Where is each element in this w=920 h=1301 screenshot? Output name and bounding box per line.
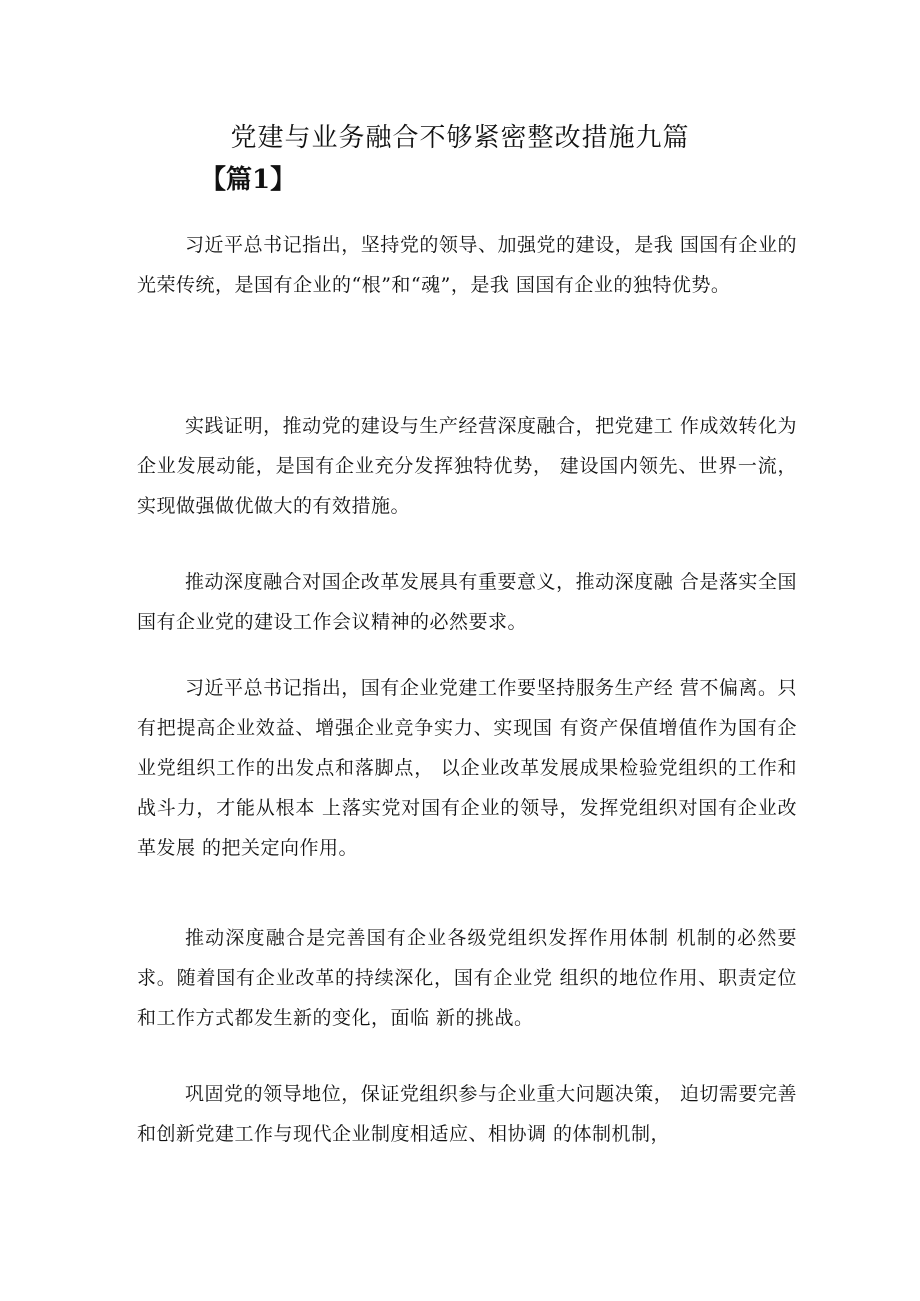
body-paragraph: 实践证明，推动党的建设与生产经营深度融合，把党建工 作成效转化为企业发展动能，是国有企业充分发挥独特优势， 建设国内领先、世界一流，实现做强做优做大的有效措施。 <box>137 415 797 517</box>
body-paragraph: 推动深度融合是完善国有企业各级党组织发挥作用体制 机制的必然要求。随着国有企业改革的持续深化，国有企业党 组织的地位作用、职责定位和工作方式都发生新的变化，面临 新的挑战。 <box>137 927 797 1029</box>
body-paragraph: 习近平总书记指出，坚持党的领导、加强党的建设，是我 国国有企业的光荣传统，是国有企业的“根”和“魂”，是我 国国有企业的独特优势。 <box>137 234 797 296</box>
body-paragraph: 推动深度融合对国企改革发展具有重要意义，推动深度融 合是落实全国国有企业党的建设工作会议精神的必然要求。 <box>137 571 797 633</box>
document-title: 党建与业务融合不够紧密整改措施九篇 <box>230 123 690 153</box>
body-paragraph: 习近平总书记指出，国有企业党建工作要坚持服务生产经 营不偏离。只有把提高企业效益、增强企业竞争实力、实现国 有资产保值增值作为国有企业党组织工作的出发点和落脚点， 以企业改革发展成果检验党组织的工作和战斗力，才能从根本 上落实党对国有企业的领导，发挥党组织对国有企业改革发展 的把关定向作用。 <box>137 677 797 859</box>
section-heading: 【篇1】 <box>200 165 297 195</box>
body-paragraph: 巩固党的领导地位，保证党组织参与企业重大问题决策， 迫切需要完善和创新党建工作与现代企业制度相适应、相协调 的体制机制， <box>137 1083 797 1145</box>
